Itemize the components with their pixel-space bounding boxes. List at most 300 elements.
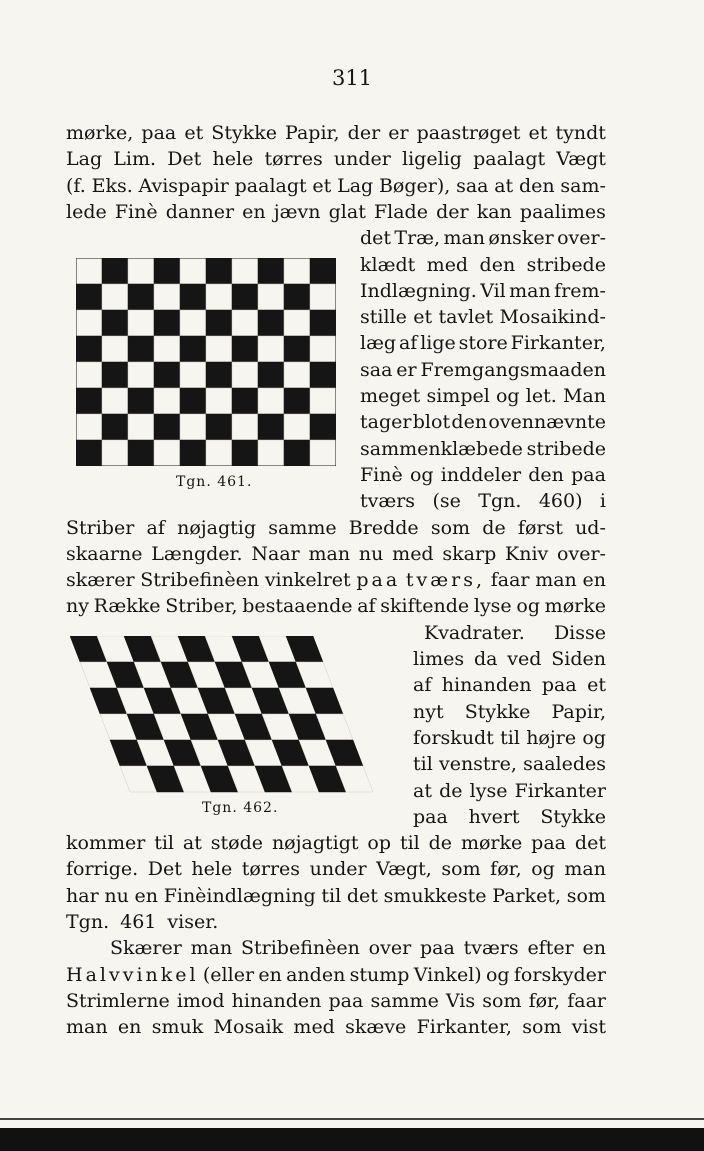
dark-square <box>180 284 206 310</box>
word: limes <box>413 648 465 670</box>
light-square <box>258 284 284 310</box>
word: let. <box>525 385 557 407</box>
dark-square <box>206 310 232 336</box>
word: over- <box>557 542 606 565</box>
word: det <box>574 832 606 855</box>
dark-square <box>310 414 336 440</box>
word: forskudt <box>413 726 494 749</box>
word: mørke <box>460 832 523 855</box>
word: skaarne <box>66 542 143 565</box>
word: at <box>413 779 432 802</box>
word: smuk <box>151 1016 204 1039</box>
light-square <box>310 336 336 362</box>
light-square <box>76 414 102 440</box>
word: en <box>134 884 158 907</box>
word: bestaaende <box>242 595 353 618</box>
word: det <box>360 227 392 250</box>
light-square <box>128 362 154 388</box>
word: nu <box>358 542 384 565</box>
word: man <box>509 279 551 302</box>
word: mørke <box>544 595 606 618</box>
word: Disse <box>553 621 606 644</box>
word: tyndt <box>555 122 606 144</box>
word: Stykke <box>211 122 277 144</box>
light-square <box>284 258 310 284</box>
word: ny <box>66 595 89 618</box>
dark-square <box>232 388 258 414</box>
light-square <box>102 388 128 414</box>
word: og <box>516 595 540 618</box>
word: paa <box>328 989 364 1012</box>
light-square <box>76 258 102 284</box>
word: Papir, <box>285 122 340 144</box>
dark-square <box>102 258 128 284</box>
word: op <box>367 832 392 855</box>
word: der <box>436 200 469 223</box>
word: samme <box>370 989 439 1012</box>
text-line <box>360 225 606 251</box>
word: med <box>426 253 469 276</box>
word: kommer <box>66 832 146 855</box>
word: anden <box>286 963 346 986</box>
word: og <box>531 858 555 881</box>
dark-square <box>128 336 154 362</box>
text-line <box>413 725 606 751</box>
light-square <box>232 258 258 284</box>
light-square <box>206 440 232 466</box>
light-square <box>154 336 180 362</box>
word: Finèindlægning <box>163 884 316 907</box>
word: som <box>566 884 606 907</box>
text-line <box>66 567 606 593</box>
word: Lag <box>337 174 374 197</box>
text-line <box>66 515 606 541</box>
dark-square <box>232 284 258 310</box>
dark-square <box>284 336 310 362</box>
word: som <box>441 858 481 881</box>
word: Eks. <box>91 174 133 197</box>
text-line <box>360 409 606 435</box>
word: man <box>443 227 486 250</box>
word: stribede <box>526 253 606 276</box>
word: vist <box>571 1016 606 1039</box>
text-line <box>66 1014 606 1040</box>
light-square <box>180 414 206 440</box>
word: (se <box>432 490 461 513</box>
word: man <box>564 858 606 881</box>
light-square <box>180 362 206 388</box>
dark-square <box>154 362 180 388</box>
text-line <box>413 672 606 698</box>
word: skarp <box>442 542 497 565</box>
text-line <box>110 935 606 961</box>
word: imod <box>176 989 225 1012</box>
dark-square <box>180 440 206 466</box>
word: Bøger), <box>378 174 451 197</box>
word: blot <box>412 411 451 434</box>
light-square <box>128 258 154 284</box>
light-square <box>128 310 154 336</box>
text-line <box>66 146 606 172</box>
word: et <box>312 174 332 197</box>
dark-square <box>76 284 102 310</box>
word: en <box>258 963 282 986</box>
dark-square <box>206 414 232 440</box>
word: at <box>494 174 514 197</box>
word: Det <box>167 148 202 171</box>
light-square <box>180 310 206 336</box>
dark-square <box>76 336 102 362</box>
dark-square <box>232 440 258 466</box>
word: Vis <box>445 989 476 1012</box>
word: man <box>66 1016 108 1039</box>
scan-edge-band <box>0 1128 704 1151</box>
light-square <box>310 284 336 310</box>
skew-mosaic-parallelograms <box>70 636 373 792</box>
word: Striber, <box>165 595 238 618</box>
text-line <box>66 909 606 935</box>
word: stille <box>360 306 407 329</box>
dark-square <box>180 388 206 414</box>
word: 460) <box>538 490 583 513</box>
word: under <box>309 858 367 881</box>
word: efter <box>527 937 574 960</box>
word: paalagt <box>234 174 307 197</box>
word: ovennævnte <box>488 411 606 434</box>
dark-square <box>284 284 310 310</box>
word: meget <box>360 385 421 407</box>
word: og <box>582 726 606 749</box>
word: tværs <box>463 937 519 960</box>
word: Lag <box>66 148 103 171</box>
light-square <box>206 336 232 362</box>
word: en <box>582 569 606 592</box>
word: før, <box>528 989 561 1012</box>
word: har <box>66 884 99 907</box>
word: tværs, <box>405 569 485 592</box>
text-line <box>66 173 606 199</box>
word: det <box>346 884 378 907</box>
word: Kvadrater. <box>424 621 525 644</box>
word: forrige. <box>66 858 139 881</box>
word: de <box>439 779 463 802</box>
dark-square <box>284 388 310 414</box>
word: Skærer <box>110 937 182 960</box>
light-square <box>284 362 310 388</box>
word: tørres <box>264 148 323 171</box>
word: den <box>479 253 516 276</box>
word: man <box>535 569 577 592</box>
word: nyt <box>413 700 444 723</box>
word: Stykke <box>464 700 531 723</box>
word: Vil <box>480 279 506 302</box>
word: et <box>587 674 606 697</box>
dark-square <box>310 362 336 388</box>
word: sam- <box>560 174 606 197</box>
word: saa <box>360 358 393 381</box>
word: Avispapir <box>138 174 229 197</box>
text-line <box>360 488 606 514</box>
word: vinkelret <box>264 569 351 592</box>
dark-square <box>258 362 284 388</box>
text-line <box>413 751 606 777</box>
word: Fremgangsmaaden <box>420 358 606 381</box>
text-line <box>66 962 606 988</box>
light-square <box>206 284 232 310</box>
word: Striber <box>66 516 135 539</box>
word: (eller <box>202 963 255 986</box>
word: inddeler <box>440 463 522 486</box>
word: skærer <box>66 569 135 592</box>
dark-square <box>102 414 128 440</box>
word: Finè <box>114 200 158 223</box>
word: en <box>582 937 606 960</box>
word: danner <box>165 200 235 223</box>
word: samme <box>268 516 337 539</box>
word: i <box>599 490 606 513</box>
dark-square <box>258 258 284 284</box>
word: af <box>413 674 432 697</box>
word: lede <box>66 200 107 223</box>
word: Indlægning. <box>360 279 477 302</box>
word: paa <box>419 937 455 960</box>
word: tværs <box>360 490 416 513</box>
word: Kniv <box>505 542 549 565</box>
light-square <box>310 388 336 414</box>
word: jævn <box>273 200 321 223</box>
word: til <box>399 832 420 855</box>
dark-square <box>154 258 180 284</box>
word: stribede <box>526 437 606 460</box>
word: Naar <box>251 542 300 565</box>
text-line <box>66 541 606 567</box>
word: faar <box>567 989 606 1012</box>
figure-461-caption: Tgn. 461. <box>176 474 253 490</box>
word: som <box>482 989 522 1012</box>
word: læg <box>360 332 397 355</box>
word: Halvvinkel <box>66 963 199 986</box>
word: hele <box>212 148 254 171</box>
word: Firkanter, <box>510 332 606 355</box>
light-square <box>180 258 206 284</box>
word: venstre, <box>438 753 517 776</box>
figure-462-caption: Tgn. 462. <box>202 800 279 816</box>
dark-square <box>258 310 284 336</box>
text-line <box>66 120 606 146</box>
word: paa <box>356 569 401 592</box>
text-line <box>66 883 606 909</box>
word: ønsker <box>488 227 554 250</box>
text-line <box>66 856 606 882</box>
light-square <box>258 440 284 466</box>
word: over <box>368 937 412 960</box>
word: skæve <box>345 1016 407 1039</box>
light-square <box>154 388 180 414</box>
page-number: 311 <box>331 66 373 90</box>
word: et <box>184 122 204 144</box>
checkerboard-squares <box>76 258 336 466</box>
light-square <box>232 362 258 388</box>
word: den <box>518 174 555 197</box>
word: under <box>333 148 391 171</box>
word: Mosaikind- <box>499 306 606 329</box>
word: de <box>428 832 453 855</box>
light-square <box>154 440 180 466</box>
dark-square <box>102 310 128 336</box>
word: tørres <box>241 858 301 881</box>
word: stump <box>349 963 410 986</box>
text-line <box>360 357 606 383</box>
checkerboard-figure-461 <box>76 258 336 466</box>
dark-square <box>76 388 102 414</box>
word: Firkanter, <box>416 1016 512 1039</box>
word: hinanden <box>441 674 532 697</box>
word: over- <box>557 227 606 250</box>
light-square <box>128 414 154 440</box>
word: Mosaik <box>213 1016 284 1039</box>
word: Flade <box>373 200 428 223</box>
word: er <box>388 122 409 144</box>
word: saa <box>456 174 489 197</box>
word: simpel <box>426 385 490 407</box>
word: til <box>500 726 520 749</box>
light-square <box>206 388 232 414</box>
word: tager <box>360 411 412 434</box>
word: Længder. <box>151 542 243 565</box>
light-square <box>154 284 180 310</box>
dark-square <box>284 440 310 466</box>
word: (f. <box>66 174 86 197</box>
word: ved <box>507 648 542 670</box>
word: og <box>485 963 510 986</box>
word: af <box>398 332 418 355</box>
light-square <box>284 414 310 440</box>
word: Finè <box>360 463 403 486</box>
word: støde <box>210 832 264 855</box>
text-line <box>413 804 606 830</box>
text-line <box>360 383 606 409</box>
word: er <box>396 358 417 381</box>
text-line <box>413 699 606 725</box>
text-line <box>413 778 606 804</box>
light-square <box>102 440 128 466</box>
word: at <box>182 832 202 855</box>
word: faar <box>490 569 530 592</box>
word: lyse <box>469 779 508 802</box>
word: lige <box>420 332 456 355</box>
light-square <box>76 362 102 388</box>
word: til <box>321 884 342 907</box>
word: med <box>293 1016 335 1039</box>
dark-square <box>310 258 336 284</box>
word: Stribefinèen <box>140 569 260 592</box>
word: Træ, <box>394 227 441 250</box>
word: nu <box>104 884 129 907</box>
word: da <box>473 648 498 670</box>
text-line <box>424 620 606 646</box>
word: Stykke <box>540 805 606 828</box>
word: man <box>190 937 233 960</box>
word: af <box>357 595 376 618</box>
word: Lim. <box>113 148 157 171</box>
word: store <box>458 332 508 355</box>
text-line <box>66 199 606 225</box>
word: den <box>451 411 488 434</box>
light-square <box>232 414 258 440</box>
word: sammenklæbede <box>360 437 523 460</box>
word: et <box>528 122 548 144</box>
light-square <box>258 388 284 414</box>
text-line <box>66 988 606 1014</box>
word: nøjagtig <box>177 516 257 539</box>
dark-square <box>180 336 206 362</box>
word: man <box>308 542 351 565</box>
word: Siden <box>551 648 606 670</box>
light-square <box>284 310 310 336</box>
word: paastrøget <box>416 122 521 144</box>
scan-edge-line <box>0 1118 704 1120</box>
word: og <box>495 385 520 407</box>
text-line <box>413 646 606 672</box>
dark-square <box>128 388 154 414</box>
word: den <box>528 463 564 486</box>
dark-square <box>128 440 154 466</box>
dark-square <box>206 362 232 388</box>
word: 461 <box>120 911 157 933</box>
word: højre <box>526 726 577 749</box>
word: hvert <box>468 805 520 828</box>
word: ligelig <box>402 148 462 171</box>
light-square <box>76 310 102 336</box>
word: Papir, <box>551 700 606 723</box>
word: paalimes <box>519 200 606 223</box>
word: Vinkel) <box>413 963 482 986</box>
word: til <box>413 753 433 776</box>
word: før, <box>490 858 522 881</box>
word: Vægt <box>556 148 606 171</box>
word: paalagt <box>473 148 546 171</box>
word: de <box>482 516 506 539</box>
word: hinanden <box>231 989 322 1012</box>
word: ud- <box>575 516 606 539</box>
dark-square <box>232 336 258 362</box>
text-line <box>66 830 606 856</box>
word: paa <box>571 463 606 486</box>
word: tavlet <box>438 306 494 329</box>
word: Bredde <box>348 516 419 539</box>
text-line <box>360 330 606 356</box>
word: og <box>409 463 434 486</box>
light-square <box>232 310 258 336</box>
word: en <box>117 1016 142 1039</box>
word: paa <box>531 832 566 855</box>
word: klædt <box>360 253 416 276</box>
word: af <box>146 516 165 539</box>
word: en <box>242 200 266 223</box>
text-line <box>360 304 606 330</box>
word: et <box>413 306 433 329</box>
light-square <box>310 440 336 466</box>
dark-square <box>154 310 180 336</box>
word: som <box>430 516 471 539</box>
word: Stribefinèen <box>241 937 360 960</box>
word: forskyder <box>513 963 606 986</box>
light-square <box>258 336 284 362</box>
text-line <box>360 462 606 488</box>
word: Strimlerne <box>66 989 170 1012</box>
word: Række <box>93 595 161 618</box>
word: først <box>517 516 563 539</box>
